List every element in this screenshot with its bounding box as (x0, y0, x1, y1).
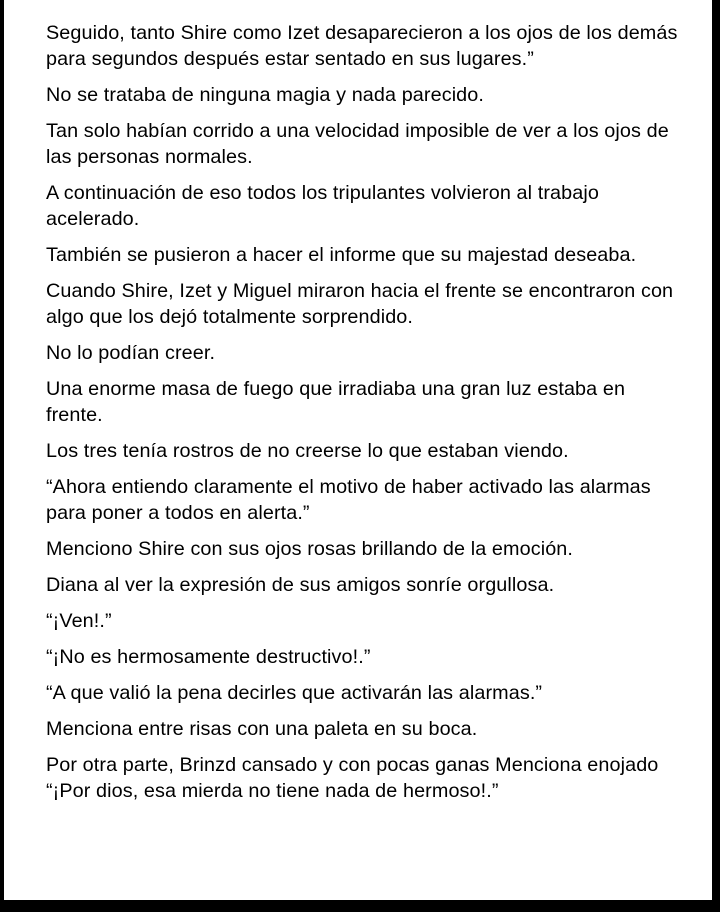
paragraph-14: “¡No es hermosamente destructivo!.” (46, 646, 371, 668)
paragraph-11: Menciono Shire con sus ojos rosas brillando de la emoción. (46, 538, 573, 560)
paragraph-4: A continuación de eso todos los tripulantes volvieron al trabajo acelerado. (46, 182, 599, 230)
paragraph-10: “Ahora entiendo claramente el motivo de haber activado las alarmas para poner a todos en alerta.” (46, 476, 651, 524)
paragraph-3: Tan solo habían corrido a una velocidad imposible de ver a los ojos de las personas normales. (46, 120, 669, 168)
paragraph-1: Seguido, tanto Shire como Izet desaparecieron a los ojos de los demás para segundos después estar sentado en sus lugares.” (46, 22, 678, 70)
paragraph-6: Cuando Shire, Izet y Miguel miraron hacia el frente se encontraron con algo que los dejó totalmente sorprendido. (46, 280, 674, 328)
paragraph-17: Por otra parte, Brinzd cansado y con pocas ganas Menciona enojado “¡Por dios, esa mierda no tiene nada de hermoso!.” (46, 754, 659, 802)
paragraph-15: “A que valió la pena decirles que activarán las alarmas.” (46, 682, 543, 704)
document-page (4, 0, 712, 900)
paragraph-8: Una enorme masa de fuego que irradiaba una gran luz estaba en frente. (46, 378, 626, 426)
paragraph-12: Diana al ver la expresión de sus amigos sonríe orgullosa. (46, 574, 555, 596)
paragraph-7: No lo podían creer. (46, 342, 216, 364)
paragraph-13: “¡Ven!.” (46, 610, 112, 632)
paragraph-16: Menciona entre risas con una paleta en su boca. (46, 718, 478, 740)
paragraph-5: También se pusieron a hacer el informe que su majestad deseaba. (46, 244, 637, 266)
paragraph-2: No se trataba de ninguna magia y nada parecido. (46, 84, 484, 106)
paragraph-9: Los tres tenía rostros de no creerse lo que estaban viendo. (46, 440, 569, 462)
